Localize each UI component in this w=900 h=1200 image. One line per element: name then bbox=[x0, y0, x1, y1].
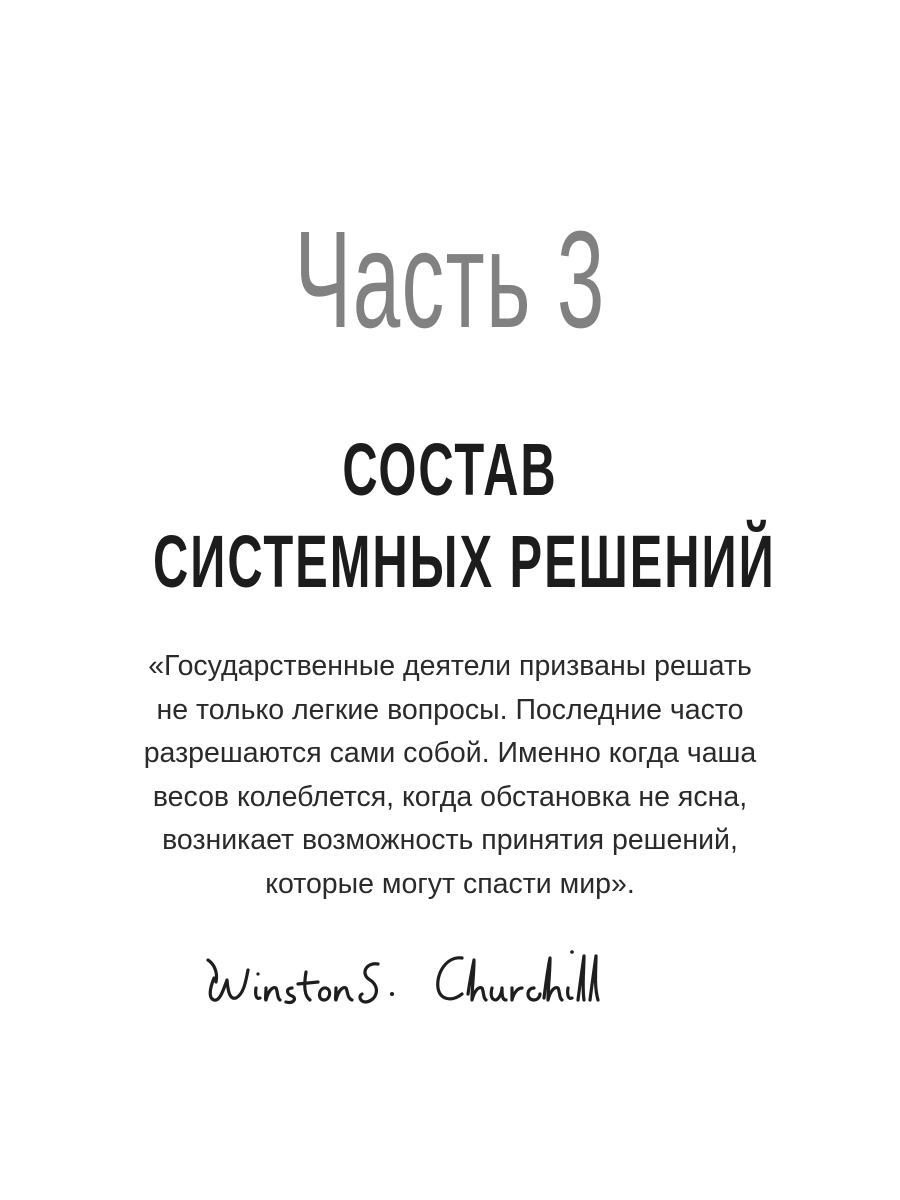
epigraph-quote bbox=[60, 645, 840, 906]
quote-line: весов колеблется, когда обстановка не ясна, bbox=[152, 780, 748, 813]
signature-drawing bbox=[200, 930, 700, 1020]
quote-line: возникает возможность принятия решений, bbox=[162, 824, 738, 856]
section-title bbox=[0, 424, 900, 608]
quote-line: не только легкие вопросы. Последние часто bbox=[156, 693, 744, 726]
quote-line: которые могут спасти мир». bbox=[265, 867, 635, 900]
quote-line: разрешаются сами собой. Именно когда чаша bbox=[143, 737, 757, 769]
section-title-line-1: СОСТАВ bbox=[342, 428, 558, 511]
handwritten-signature bbox=[200, 930, 700, 1020]
quote-line: «Государственные деятели призваны решать bbox=[148, 650, 752, 682]
section-title-line-2: СИСТЕМНЫХ РЕШЕНИЙ bbox=[153, 520, 776, 603]
part-heading: Часть 3 bbox=[294, 203, 606, 357]
